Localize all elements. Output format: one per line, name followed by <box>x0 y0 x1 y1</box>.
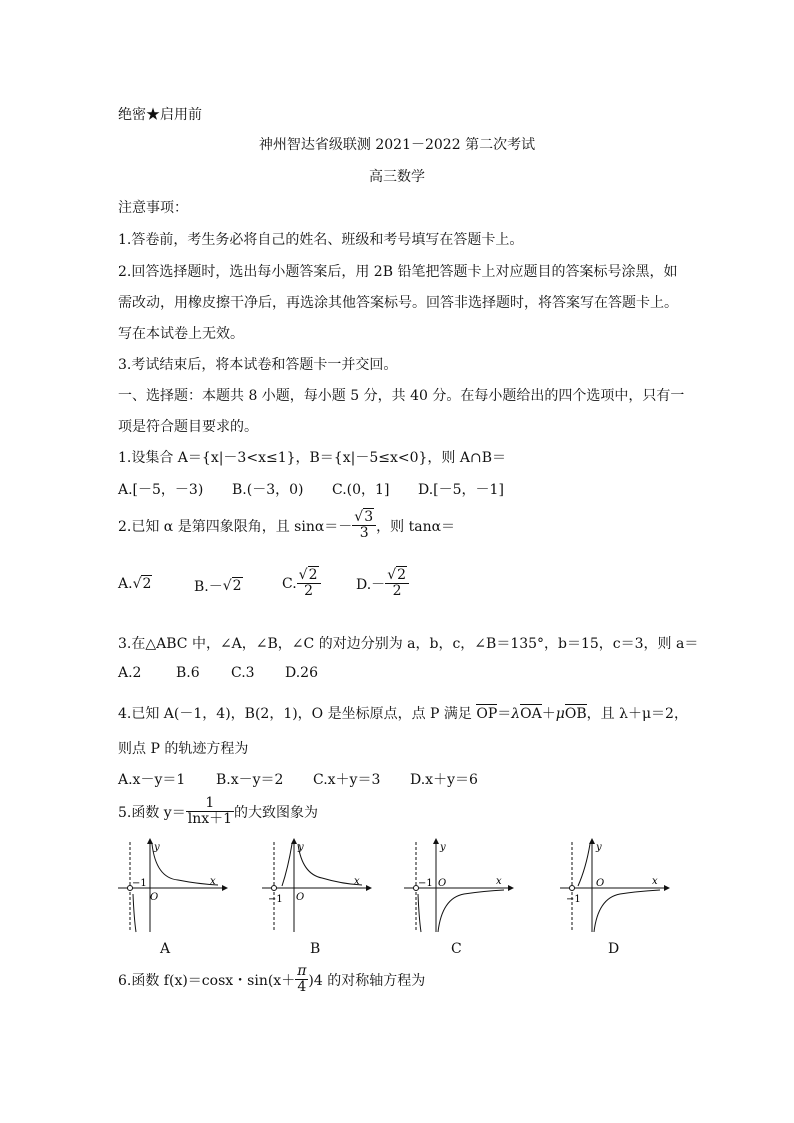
notice-item-2-line-2: 需改动，用橡皮擦干净后，再选涂其他答案标号。回答非选择题时，将答案写在答题卡上。 <box>118 295 678 311</box>
question-3-stem: 3.在△ABC 中，∠A，∠B，∠C 的对边分别为 a，b，c，∠B＝135°，b＝15，c＝3，则 a＝ <box>118 636 699 652</box>
x-axis-label: x <box>496 876 502 887</box>
notice-item-1: 1.答卷前，考生务必将自己的姓名、班级和考号填写在答题卡上。 <box>118 232 524 248</box>
question-6-fraction: $\frac{\pi}{4}$ <box>297 963 307 996</box>
section-1-intro-line-1: 一、选择题：本题共 8 小题，每小题 5 分，共 40 分。在每小题给出的四个选项中，只有一 <box>118 388 685 404</box>
question-4-option-b: B.x－y＝2 <box>216 772 284 788</box>
question-2-option-d: D.－ $\frac{√2}{2}$ <box>356 568 409 600</box>
y-axis-label: y <box>440 842 446 853</box>
origin-label: O <box>296 892 305 903</box>
x-axis-label: x <box>652 876 658 887</box>
question-1-option-d: D.[－5，－1] <box>418 482 504 498</box>
sqrt-symbol: √3 <box>354 509 374 525</box>
origin-label: O <box>596 878 605 889</box>
confidential-mark: 绝密★启用前 <box>118 107 202 123</box>
minus-one-label: −1 <box>132 878 147 889</box>
question-2-option-b: B.－√2 <box>194 578 242 595</box>
question-3-option-b: B.6 <box>176 665 200 681</box>
question-2-stem-post: ，则 tanα＝ <box>376 518 456 535</box>
x-axis-label: x <box>354 876 360 887</box>
graph-b <box>262 838 372 934</box>
question-1-option-a: A.[－5，－3) <box>118 482 204 498</box>
notice-item-2-line-1: 2.回答选择题时，选出每小题答案后，用 2B 铅笔把答题卡上对应题目的答案标号涂黑，如 <box>118 264 678 280</box>
notice-item-2-line-3: 写在本试卷上无效。 <box>118 326 244 342</box>
graph-c-label: C <box>451 941 462 957</box>
question-3-option-c: C.3 <box>231 665 255 681</box>
graph-a <box>118 838 228 934</box>
question-4-stem: 4.已知 A(－1，4)，B(2，1)，O 是坐标原点，点 P 满足 OP＝λOA＋μOB，且 λ＋μ＝2， <box>118 706 688 722</box>
question-1-option-b: B.(－3，0) <box>232 482 304 498</box>
graph-c <box>404 838 514 934</box>
y-axis-label: y <box>154 842 160 853</box>
question-3-option-a: A.2 <box>118 665 142 681</box>
question-4-option-a: A.x－y＝1 <box>118 772 186 788</box>
exam-title: 神州智达省级联测 2021－2022 第二次考试 <box>258 137 536 153</box>
question-4-option-d: D.x＋y＝6 <box>410 772 478 788</box>
question-3-option-d: D.26 <box>285 665 318 681</box>
question-1-option-c: C.(0，1] <box>332 482 390 498</box>
vector-oa: OA <box>520 706 542 722</box>
section-1-intro-line-2: 项是符合题目要求的。 <box>118 419 258 435</box>
vector-ob: OB <box>564 706 587 722</box>
sqrt-symbol: √2 <box>222 578 242 594</box>
graph-b-label: B <box>310 941 321 957</box>
y-axis-label: y <box>298 842 304 853</box>
question-5-fraction: $\frac{1}{\ln x+1}$ <box>187 795 233 828</box>
graph-d-label: D <box>608 941 620 957</box>
subject-title: 高三数学 <box>369 169 425 185</box>
graph-d <box>560 838 670 934</box>
question-2-option-a: A.√2 <box>118 576 152 592</box>
question-6-stem: 6.函数 f(x)＝cosx・sin(x＋ $\frac{\pi}{4}$ )4 的对称轴方程为 <box>118 963 426 996</box>
notice-item-3: 3.考试结束后，将本试卷和答题卡一并交回。 <box>118 357 398 373</box>
sqrt-symbol: √2 <box>298 567 318 583</box>
vector-op: OP <box>476 706 498 722</box>
question-5-stem: 5.函数 y＝ $\frac{1}{\ln x+1}$ 的大致图象为 <box>118 795 319 828</box>
sqrt-symbol: √2 <box>132 576 152 592</box>
origin-label: O <box>438 878 447 889</box>
question-1-stem: 1.设集合 A＝{x|－3<x≤1}，B＝{x|－5≤x<0}，则 A∩B＝ <box>118 450 506 466</box>
question-2-stem-pre: 2.已知 α 是第四象限角，且 sinα＝－ <box>118 518 353 535</box>
minus-one-label: −1 <box>268 894 283 905</box>
question-4-stem-line-2: 则点 P 的轨迹方程为 <box>118 741 249 757</box>
sqrt-symbol: √2 <box>387 567 407 583</box>
question-4-option-c: C.x＋y＝3 <box>313 772 381 788</box>
graph-a-label: A <box>160 941 171 957</box>
question-2-stem <box>118 510 455 542</box>
question-2-option-c: C. $\frac{√2}{2}$ <box>282 568 321 600</box>
minus-one-label: −1 <box>418 878 433 889</box>
question-2-fraction: $\frac{√3}{3}$ <box>352 510 376 542</box>
notice-heading: 注意事项： <box>118 200 188 216</box>
minus-one-label: −1 <box>566 894 581 905</box>
x-axis-label: x <box>210 876 216 887</box>
y-axis-label: y <box>596 842 602 853</box>
origin-label: O <box>150 892 159 903</box>
